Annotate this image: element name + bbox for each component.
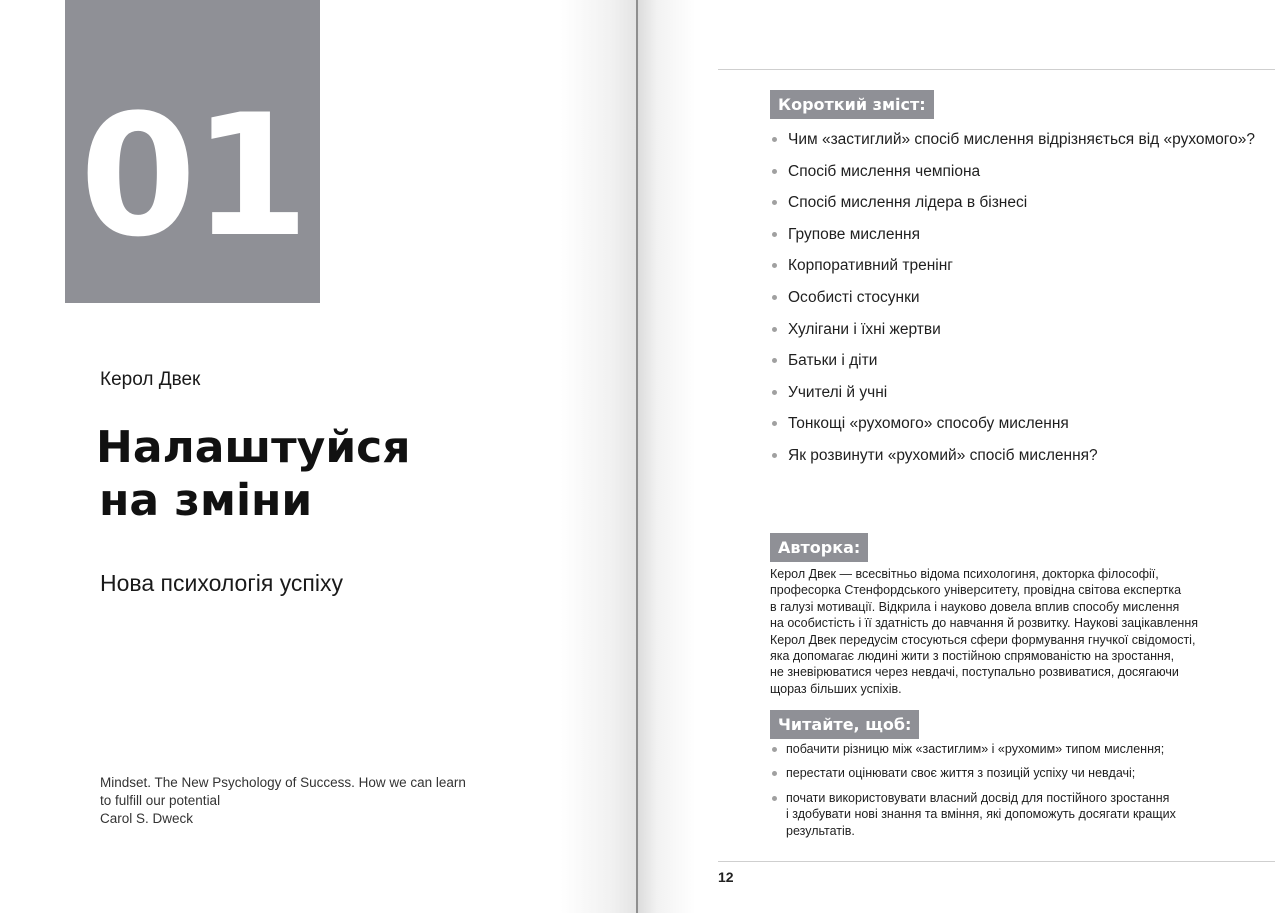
reasons-label: Читайте, щоб:: [770, 710, 919, 739]
top-rule: [718, 69, 1275, 70]
reason-item: перестати оцінювати своє життя з позицій успіху чи невдачі;: [770, 765, 1200, 781]
summary-item: Батьки і діти: [770, 345, 1255, 377]
bottom-rule: [718, 861, 1275, 862]
chapter-number-block: [65, 0, 320, 303]
summary-item: Учителі й учні: [770, 377, 1255, 409]
summary-item: Особисті стосунки: [770, 282, 1255, 314]
book-title-line-1: Налаштуйся: [96, 422, 411, 473]
author-bio: Керол Двек — всесвітньо відома психологиня, докторка філософії, професорка Стенфордського університету, провідна світова експертка в галузі мотивації. Відкрила і науково довела вплив способу мислення на особистість і її здатність до навчання й розвитку. Наукові зацікавлення Керол Двек передусім стосуються сфери формування гнучкої свідомості, яка допомагає людині жити з постійною спрямованістю на зростання, не зневірюватися через невдачі, поступально розвиватися, досягаючи щораз більших успіхів.: [770, 567, 1198, 696]
summary-item: Групове мислення: [770, 219, 1255, 251]
summary-list: [770, 124, 1255, 472]
book-title: [96, 421, 516, 527]
original-title-line-1: Mindset. The New Psychology of Success. How we can learn: [100, 775, 466, 790]
author-name: Керол Двек: [100, 369, 201, 390]
chapter-number: 01: [79, 78, 306, 274]
summary-label: Короткий зміст:: [770, 90, 934, 119]
original-author: Carol S. Dweck: [100, 811, 194, 826]
page-number: 12: [718, 869, 734, 885]
original-title-line-2: to fulfill our potential: [100, 793, 221, 808]
author-label: Авторка:: [770, 533, 868, 562]
reasons-list: [770, 741, 1200, 847]
book-subtitle: Нова психологія успіху: [100, 570, 343, 596]
summary-item: Тонкощі «рухомого» способу мислення: [770, 408, 1255, 440]
original-title: [100, 774, 480, 828]
summary-item: Хулігани і їхні жертви: [770, 314, 1255, 346]
summary-item: Як розвинути «рухомий» спосіб мислення?: [770, 440, 1255, 472]
summary-item: Спосіб мислення лідера в бізнесі: [770, 187, 1255, 219]
summary-item: Корпоративний тренінг: [770, 250, 1255, 282]
reason-item: почати використовувати власний досвід для постійного зростання і здобувати нові знання та вміння, які допоможуть досягати кращих результатів.: [770, 790, 1200, 839]
book-title-line-2: на зміни: [99, 475, 313, 526]
summary-item: Спосіб мислення чемпіона: [770, 156, 1255, 188]
summary-item: Чим «застиглий» спосіб мислення відрізняється від «рухомого»?: [770, 124, 1255, 156]
left-page: [0, 0, 637, 913]
reason-item: побачити різницю між «застиглим» і «рухомим» типом мислення;: [770, 741, 1200, 757]
